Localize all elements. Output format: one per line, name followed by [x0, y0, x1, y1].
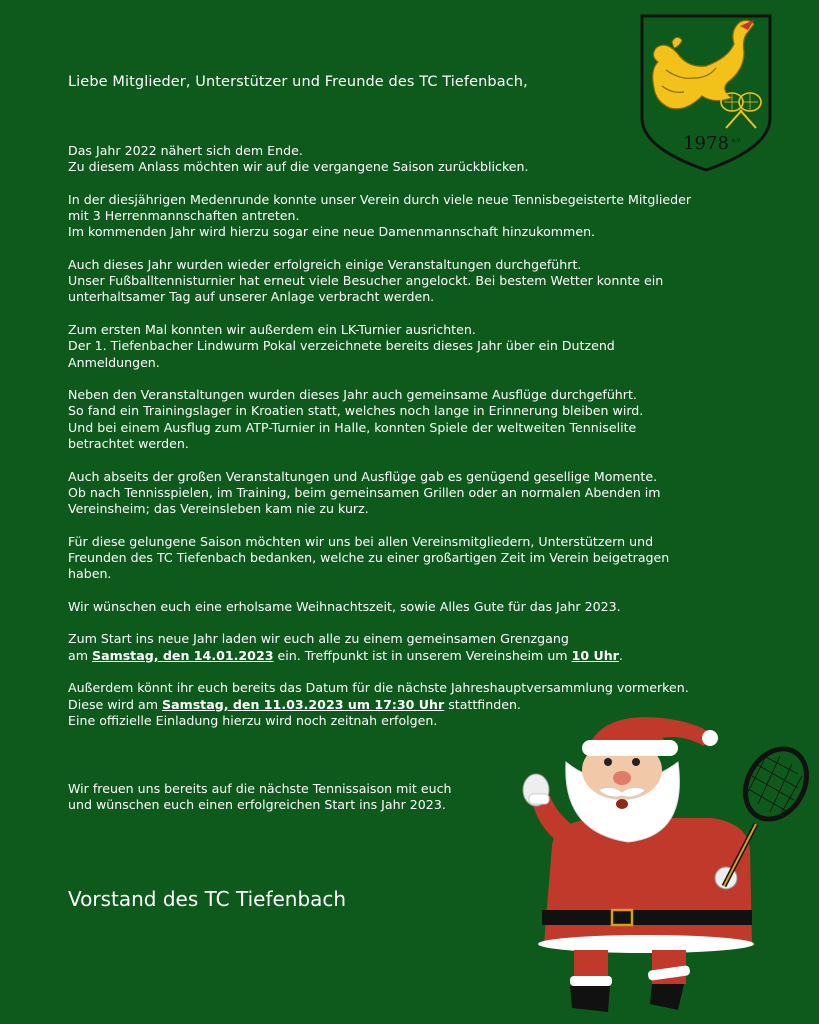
santa-boot-icon [570, 986, 610, 1012]
text-fragment: ein. Treffpunkt ist in unserem Vereinsheim um [273, 647, 572, 663]
letter-body [68, 143, 768, 745]
text-line: Unser Fußballtennisturnier hat erneut viele Besucher angelockt. Bei bestem Wetter konnte ein [68, 273, 664, 289]
text-line [68, 697, 768, 713]
text-line [68, 648, 768, 664]
paragraph-thanks [68, 534, 768, 583]
paragraph-medenrunde [68, 192, 768, 241]
signature: Vorstand des TC Tiefenbach [68, 887, 347, 911]
text-fragment: am [68, 647, 92, 663]
paragraph-events [68, 257, 768, 306]
letter-greeting: Liebe Mitglieder, Unterstützer und Freunde des TC Tiefenbach, [68, 74, 528, 90]
crest-year: 1978 [683, 133, 729, 154]
text-line: unterhaltsamer Tag auf unserer Anlage verbracht werden. [68, 289, 435, 305]
text-line: In der diesjährigen Medenrunde konnte unser Verein durch viele neue Tennisbegeisterte Mitglieder [68, 191, 692, 207]
text-line: Auch abseits der großen Veranstaltungen und Ausflüge gab es genügend gesellige Momente. [68, 468, 658, 484]
text-line: Neben den Veranstaltungen wurden dieses Jahr auch gemeinsame Ausflüge durchgeführt. [68, 387, 637, 403]
text-line: Eine offizielle Einladung hierzu wird noch zeitnah erfolgen. [68, 712, 438, 728]
text-line: Zum Start ins neue Jahr laden wir euch alle zu einem gemeinsamen Grenzgang [68, 631, 569, 647]
text-line: So fand ein Trainingslager in Kroatien statt, welches noch lange in Erinnerung bleiben wird. [68, 403, 644, 419]
santa-boot-icon [650, 984, 684, 1010]
paragraph-trips [68, 387, 768, 452]
text-line: und wünschen euch einen erfolgreichen Start ins Jahr 2023. [68, 797, 446, 813]
closing-text [68, 781, 452, 813]
text-line: Wir wünschen euch eine erholsame Weihnachtszeit, sowie Alles Gute für das Jahr 2023. [68, 598, 621, 614]
hat-pompom-icon [702, 730, 718, 746]
club-crest-logo [636, 8, 776, 174]
text-fragment: . [618, 647, 623, 663]
paragraph-social [68, 469, 768, 518]
text-line: Für diese gelungene Saison möchten wir uns bei allen Vereinsmitgliedern, Unterstützern und [68, 533, 654, 549]
text-line: Der 1. Tiefenbacher Lindwurm Pokal verzeichnete bereits dieses Jahr über ein Dutzend [68, 338, 615, 354]
text-line: Wir freuen uns bereits auf die nächste Tennissaison mit euch [68, 781, 452, 796]
text-line: betrachtet werden. [68, 435, 189, 451]
santa-belt [542, 910, 752, 925]
text-line: Vereinsheim; das Vereinsleben kam nie zu kurz. [68, 500, 369, 516]
text-line: Und bei einem Ausflug zum ATP-Turnier in Halle, konnten Spiele der weltweiten Tenniselite [68, 419, 637, 435]
text-line: Ob nach Tennisspielen, im Training, beim gemeinsamen Grillen oder an normalen Abenden im [68, 484, 661, 500]
santa-illustration [512, 712, 812, 1017]
text-line: mit 3 Herrenmannschaften antreten. [68, 208, 300, 224]
tennis-racket-icon [724, 738, 812, 886]
text-fragment: stattfinden. [444, 696, 521, 712]
text-line: Freunden des TC Tiefenbach bedanken, welche zu einer großartigen Zeit im Verein beigetragen [68, 549, 670, 565]
grenzgang-time: 10 Uhr [571, 647, 619, 663]
paragraph-lk-turnier [68, 322, 768, 371]
grenzgang-date: Samstag, den 14.01.2023 [92, 647, 274, 663]
text-fragment: Diese wird am [68, 696, 162, 712]
text-line: Zu diesem Anlass möchten wir auf die vergangene Saison zurückblicken. [68, 159, 529, 175]
text-line: haben. [68, 566, 112, 582]
crest-suffix: e.V. [732, 138, 742, 144]
text-line: Anmeldungen. [68, 354, 160, 370]
text-line: Im kommenden Jahr wird hierzu sogar eine neue Damenmannschaft hinzukommen. [68, 224, 596, 240]
text-line: Zum ersten Mal konnten wir außerdem ein LK-Turnier ausrichten. [68, 322, 476, 338]
text-line: Auch dieses Jahr wurden wieder erfolgreich einige Veranstaltungen durchgeführt. [68, 257, 582, 273]
jhv-date: Samstag, den 11.03.2023 um 17:30 Uhr [162, 696, 445, 712]
paragraph-grenzgang [68, 631, 768, 663]
text-line: Außerdem könnt ihr euch bereits das Datum für die nächste Jahreshauptversammlung vormerken. [68, 680, 689, 696]
paragraph-wishes [68, 599, 768, 615]
text-line: Das Jahr 2022 nähert sich dem Ende. [68, 143, 303, 158]
